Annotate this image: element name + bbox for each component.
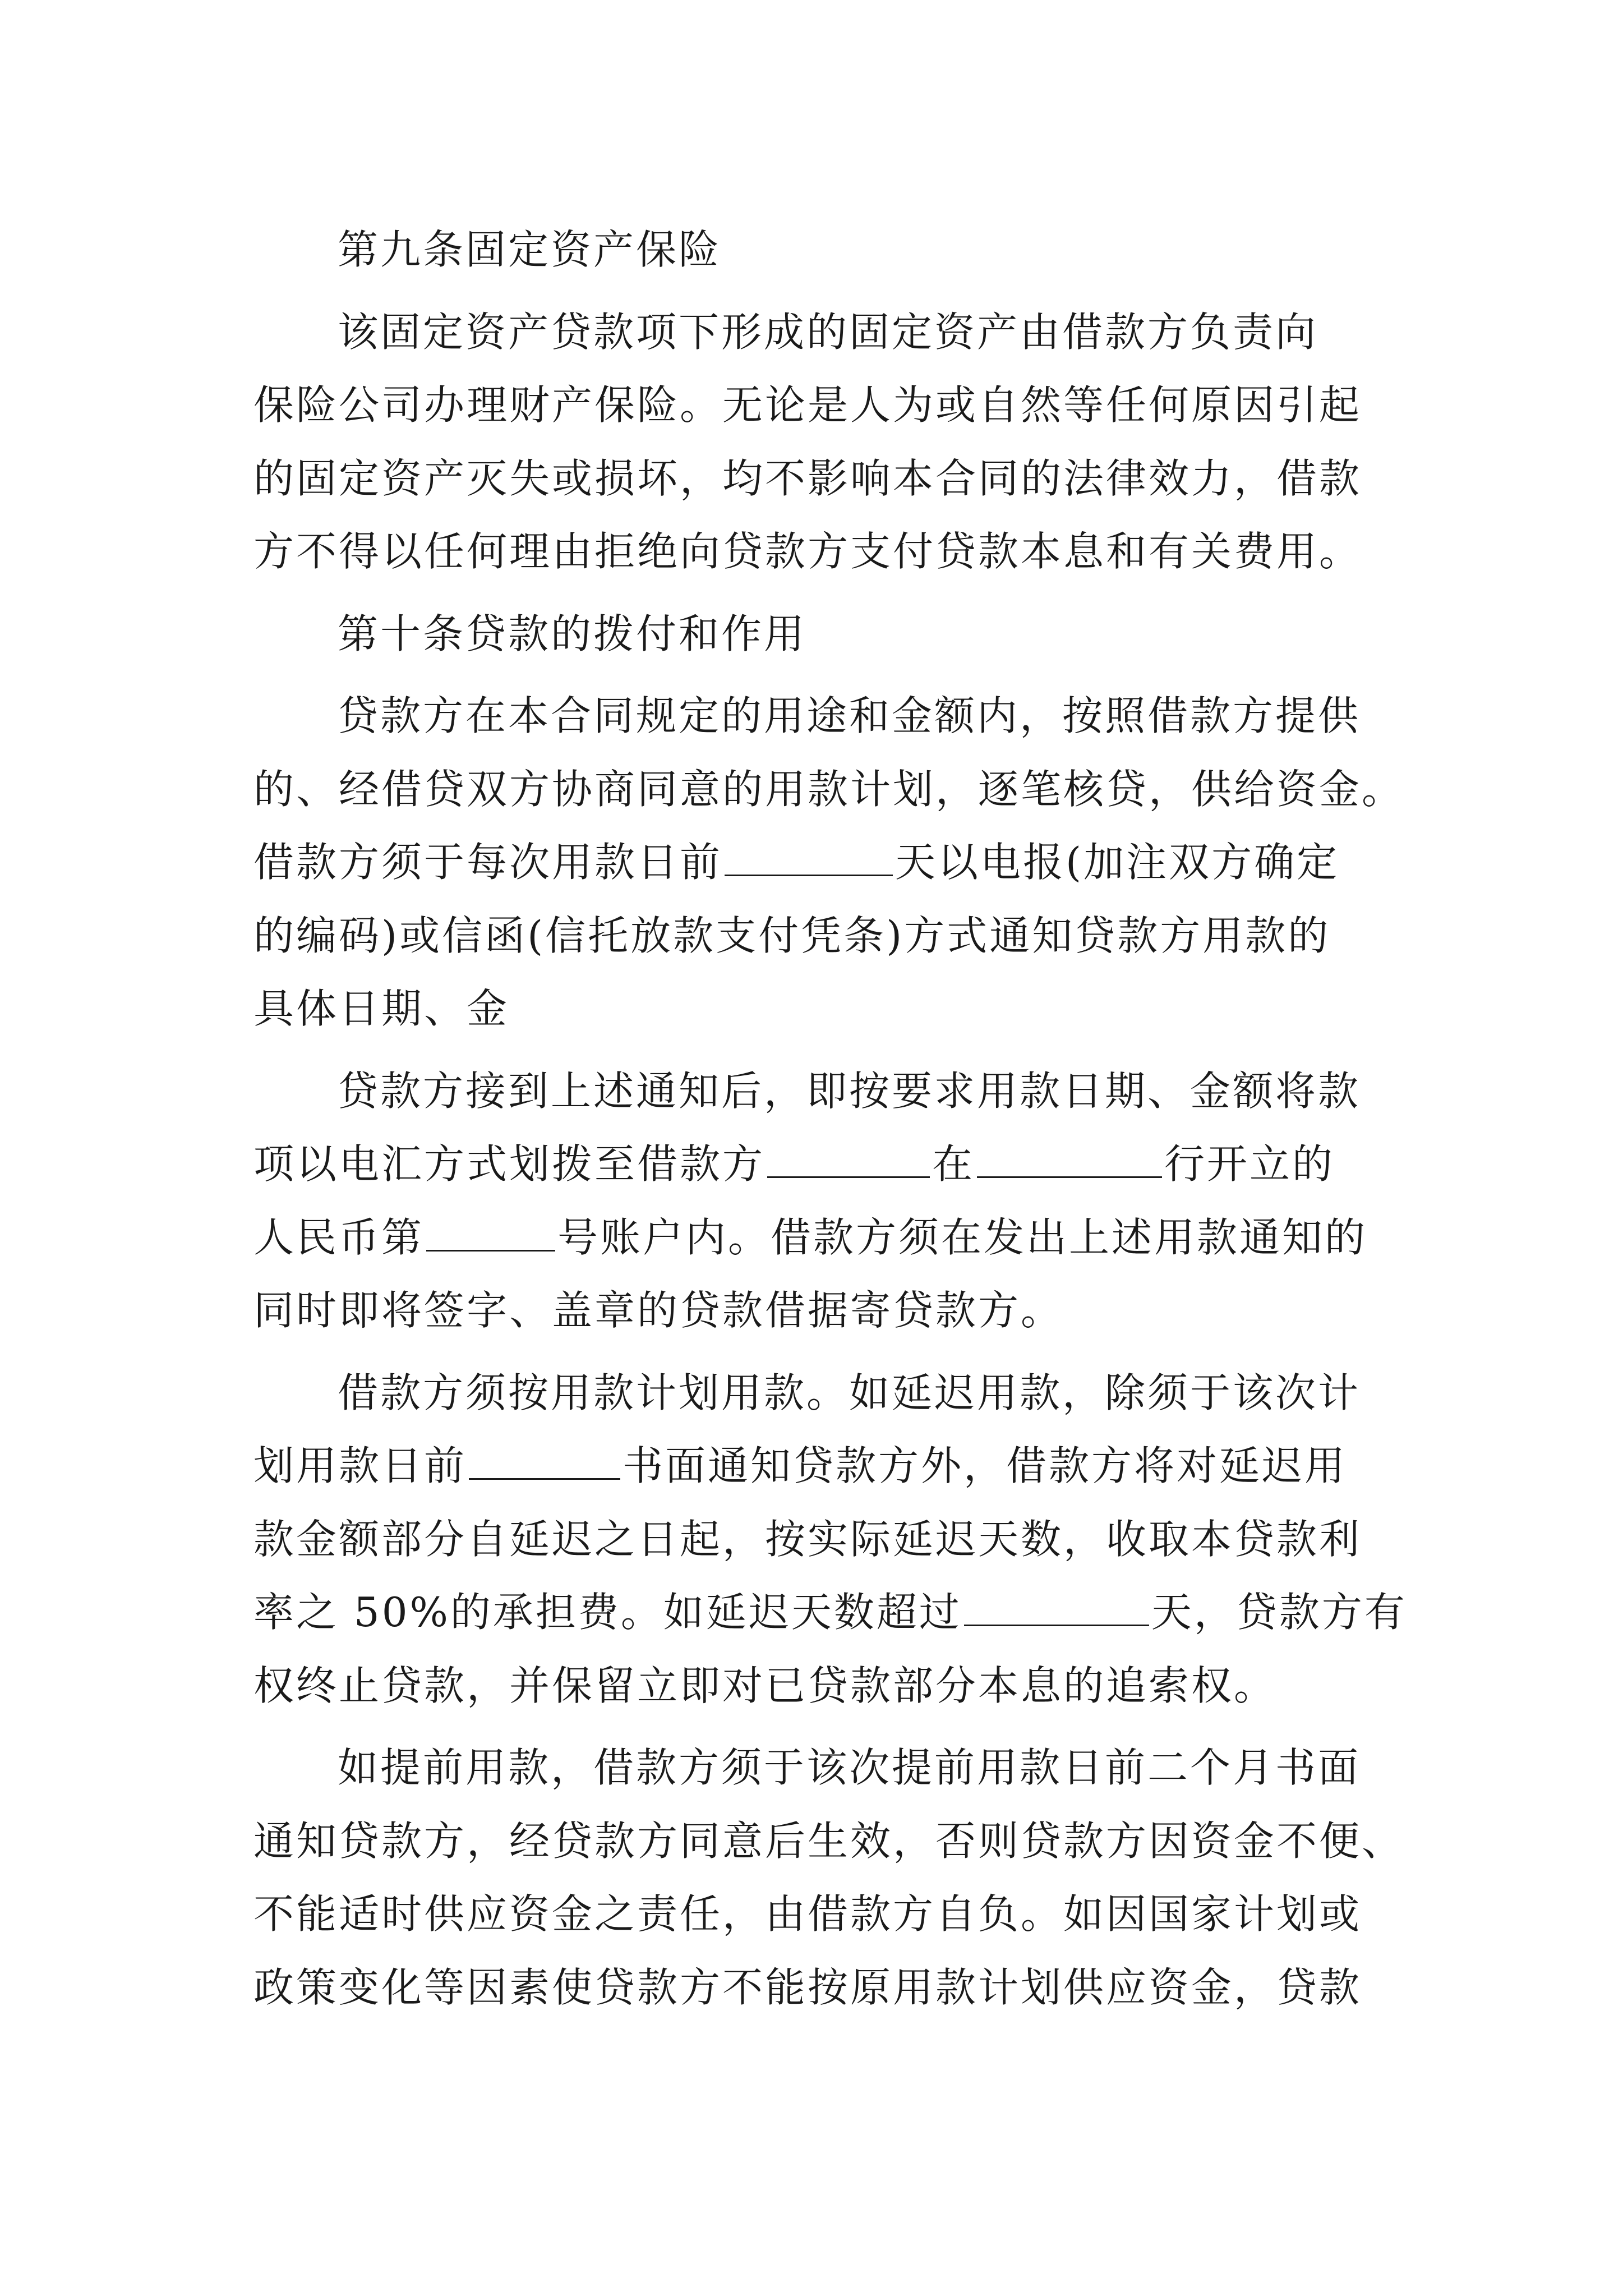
text-line: 保险公司办理财产保险。无论是人为或自然等任何原因引起 (253, 381, 1362, 429)
article-9-heading: 第九条固定资产保险 (338, 226, 722, 273)
fill-in-blank-bank[interactable] (977, 1143, 1162, 1178)
text-line: 该固定资产贷款项下形成的固定资产由借款方负责向 (338, 308, 1318, 356)
text-segment: 人民币第 (253, 1213, 425, 1261)
article-10-paragraph-2 (253, 1055, 1381, 1347)
fill-in-blank-account-number[interactable] (426, 1216, 555, 1251)
text-segment: 号账户内。借款方须在发出上述用款通知的 (557, 1213, 1368, 1261)
text-segment: 划用款日前 (253, 1442, 467, 1489)
document-body (253, 213, 1407, 2033)
fill-in-blank-borrower[interactable] (767, 1143, 930, 1178)
text-segment: 天，贷款方有 (1151, 1589, 1407, 1636)
text-line: 借款方须按用款计划用款。如延迟用款，除须于该次计 (338, 1369, 1361, 1416)
text-line: 通知贷款方，经贷款方同意后生效，否则贷款方因资金不便、 (253, 1817, 1405, 1865)
text-line: 不能适时供应资金之责任，由借款方自负。如因国家计划或 (253, 1890, 1362, 1938)
text-line: 方不得以任何理由拒绝向贷款方支付贷款本息和有关费用。 (253, 528, 1362, 575)
fill-in-blank-notice-period[interactable] (469, 1444, 620, 1480)
text-segment: 书面通知贷款方外，借款方将对延迟用 (623, 1442, 1348, 1489)
text-line: 如提前用款，借款方须于该次提前用款日前二个月书面 (338, 1744, 1361, 1791)
text-segment: 行开立的 (1164, 1140, 1335, 1188)
text-segment: 在 (932, 1140, 975, 1188)
text-segment: 天以电报(加注双方确定 (895, 839, 1340, 886)
text-line (253, 1576, 1407, 1649)
fill-in-blank-days[interactable] (725, 841, 893, 876)
article-10-paragraph-3 (253, 1356, 1407, 1723)
text-line (253, 1429, 1381, 1503)
text-line (253, 826, 1381, 899)
article-10-paragraph-4 (253, 1731, 1405, 2024)
text-line: 的、经借贷双方协商同意的用款计划，逐笔核贷，供给资金。 (253, 765, 1405, 813)
text-line (253, 1128, 1381, 1201)
article-10-paragraph-1 (253, 679, 1405, 1046)
text-line: 款金额部分自延迟之日起，按实际延迟天数，收取本贷款利 (253, 1515, 1362, 1563)
text-line: 的编码)或信函(信托放款支付凭条)方式通知贷款方用款的 (253, 912, 1331, 959)
text-segment: 借款方须于每次用款日前 (253, 839, 723, 886)
text-line: 政策变化等因素使贷款方不能按原用款计划供应资金，贷款 (253, 1963, 1362, 2011)
text-line: 的固定资产灭失或损坏，均不影响本合同的法律效力，借款 (253, 454, 1362, 502)
fill-in-blank-delay-days[interactable] (964, 1591, 1149, 1626)
text-line (253, 1201, 1381, 1274)
article-10-heading: 第十条贷款的拨付和作用 (338, 610, 807, 657)
text-line: 贷款方在本合同规定的用途和金额内，按照借款方提供 (338, 692, 1361, 739)
article-9-paragraph (253, 296, 1381, 588)
text-line: 同时即将签字、盖章的贷款借据寄贷款方。 (253, 1287, 1064, 1334)
text-line: 贷款方接到上述通知后，即按要求用款日期、金额将款 (338, 1067, 1361, 1115)
text-segment: 率之 50%的承担费。如延迟天数超过 (253, 1589, 962, 1636)
text-line: 权终止贷款，并保留立即对已贷款部分本息的追索权。 (253, 1662, 1277, 1709)
text-line: 具体日期、金 (253, 985, 510, 1032)
text-segment: 项以电汇方式划拨至借款方 (253, 1140, 766, 1188)
